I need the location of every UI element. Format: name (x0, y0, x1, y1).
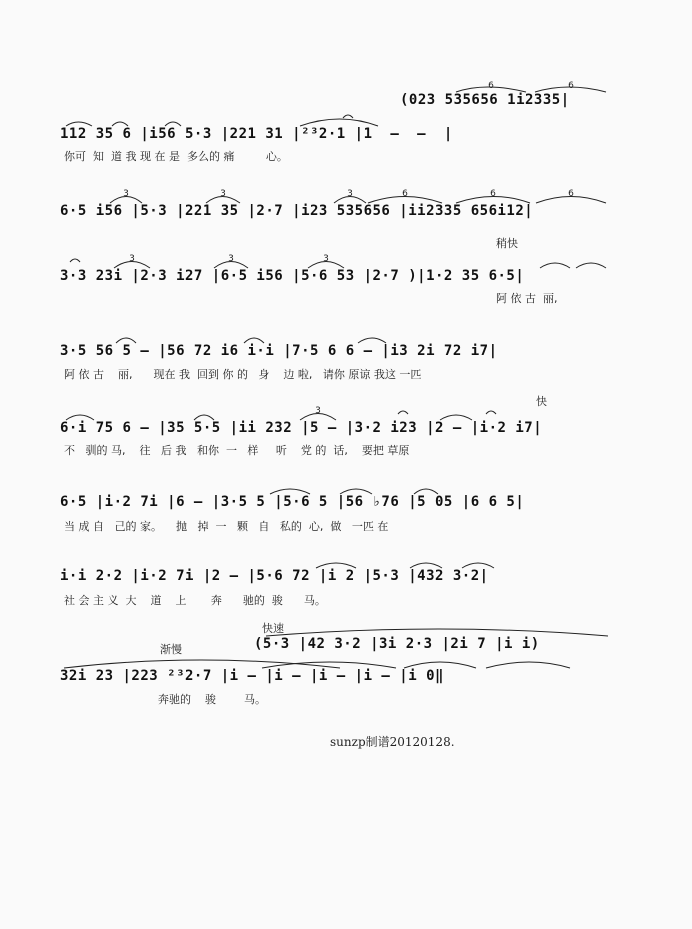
notation-line-5: 6·i 75 6 – |35 5·5 |ii 232 |5 – |3·2 i23 |2 – |i·2 i7| (60, 420, 543, 436)
notation-line-3: 3·3 23i |2·3 i27 |6·5 i56 |5·6 53 |2·7 )|1·2 35 6·5| (60, 268, 525, 284)
notation-line-2: 6·5 i56 |5·3 |221 35 |2·7 |i23 535656 |ii2335 656i12| (60, 203, 534, 219)
tuplet-label: 6 (402, 189, 408, 199)
tempo-mark-gradually-slower: 渐慢 (160, 643, 182, 656)
tuplet-label: 3 (228, 254, 234, 264)
notation-line-8: (5·3 |42 3·2 |3i 2·3 |2i 7 |i i) (254, 636, 540, 652)
notation-line-9: 32i 23 |223 ²³2·7 |i – |i – |i – |i – |i 0‖ (60, 668, 444, 684)
lyric-line-1: 你可 知 道 我 现 在 是 多么的 痛 心。 (64, 150, 288, 163)
tuplet-label: 6 (488, 81, 494, 91)
lyric-line-4: 不 驯的 马, 往 后 我 和你 一 样 听 党 的 话, 要把 草原 (64, 444, 410, 457)
tuplet-label: 3 (315, 406, 321, 416)
intro-notation: (023 535656 1i2335| (400, 92, 570, 108)
tuplet-label: 3 (129, 254, 135, 264)
notation-line-1: 112 35 6 |i56 5·3 |221 31 |²³2·1 |1 – – | (60, 126, 453, 142)
lyric-line-7: 奔驰的 骏 马。 (158, 693, 266, 706)
tempo-mark-fast: 快 (536, 395, 547, 408)
notation-line-4: 3·5 56 5 – |56 72 i6 i·i |7·5 6 6 – |i3 2i 72 i7| (60, 343, 498, 359)
notation-line-7: i·i 2·2 |i·2 7i |2 – |5·6 72 |i 2 |5·3 |432 3·2| (60, 568, 489, 584)
lyric-line-2: 阿 依 古 丽, (496, 292, 558, 305)
tempo-mark-slightly-faster: 稍快 (496, 237, 518, 250)
notation-line-6: 6·5 |i·2 7i |6 – |3·5 5 |5·6 5 |56 ♭76 |5 05 |6 6 5| (60, 494, 525, 510)
tuplet-label: 3 (323, 254, 329, 264)
tuplet-label: 6 (568, 81, 574, 91)
tuplet-label: 3 (347, 189, 353, 199)
lyric-line-6: 社 会 主 义 大 道 上 奔 驰的 骏 马。 (64, 594, 326, 607)
tuplet-label: 3 (220, 189, 226, 199)
tuplet-label: 3 (123, 189, 129, 199)
tuplet-label: 6 (568, 189, 574, 199)
lyric-line-5: 当 成 自 己的 家。 抛 掉 一 颗 自 私的 心, 做 一匹 在 (64, 520, 389, 533)
tempo-mark-quick: 快速 (262, 622, 284, 635)
credit-text: sunzp制谱20120128. (330, 735, 455, 749)
tuplet-label: 6 (490, 189, 496, 199)
lyric-line-3: 阿 依 古 丽, 现在 我 回到 你 的 身 边 啦, 请你 原谅 我这 一匹 (64, 368, 422, 381)
